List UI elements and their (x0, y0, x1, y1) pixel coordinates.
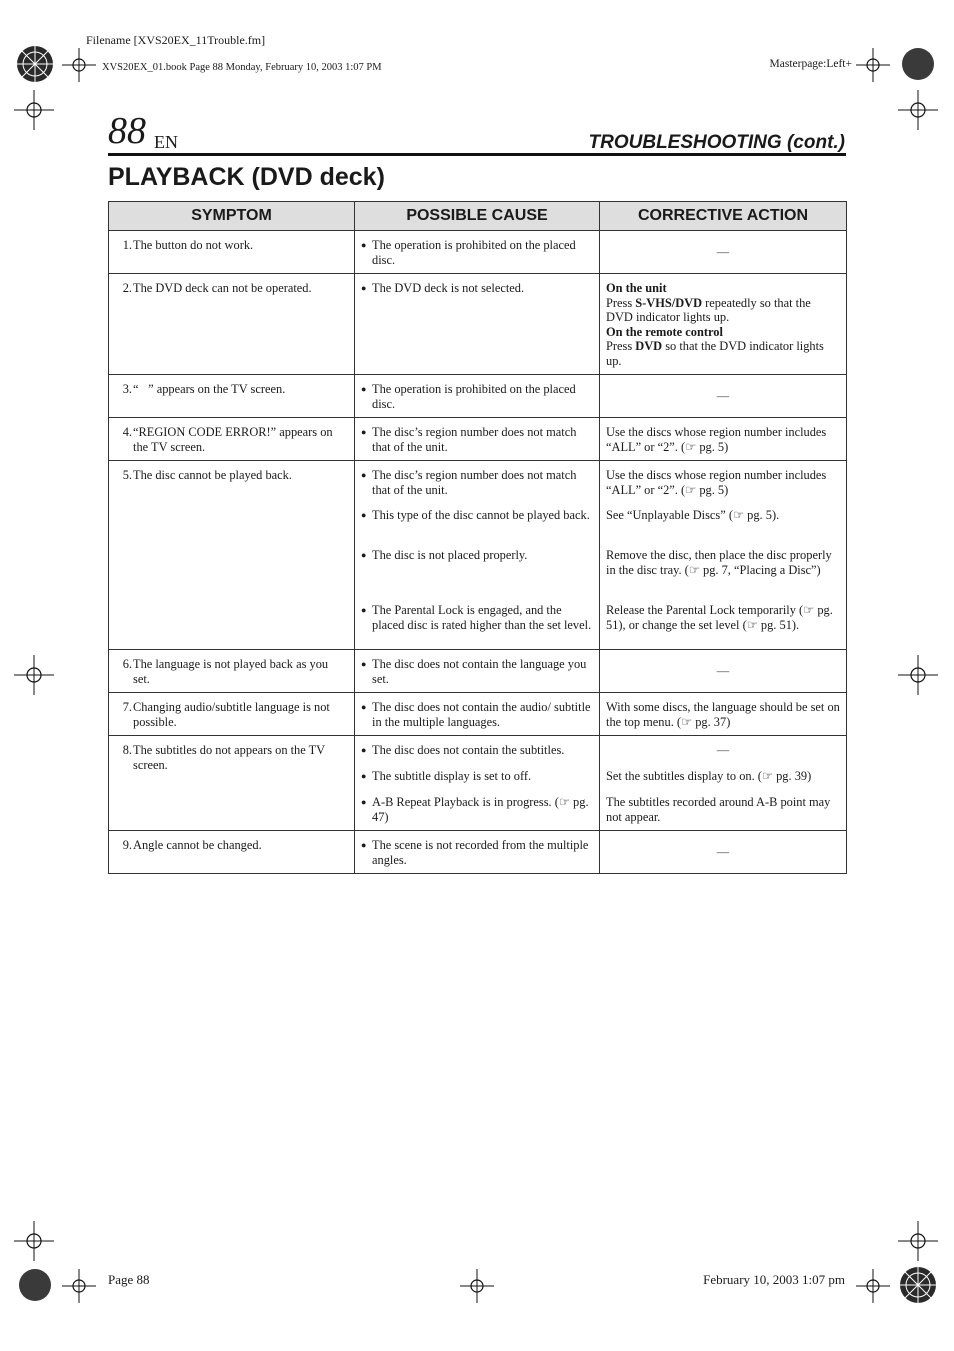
table-row (109, 375, 847, 418)
button-name: DVD (635, 339, 663, 353)
action-item: Set the subtitles display to on. (☞ pg. 39) (606, 769, 812, 783)
column-header-symptom: SYMPTOM (109, 202, 355, 231)
action-item: Press S-VHS/DVD repeatedly so that the DVD indicator lights up. (606, 295, 811, 324)
table-row (109, 650, 847, 693)
symptom-cell (109, 736, 355, 831)
crosshair-icon (460, 1269, 494, 1303)
page-number: 88 (108, 110, 146, 152)
crosshair-icon (856, 48, 890, 82)
page-language: EN (154, 132, 178, 152)
cause-cell (355, 231, 600, 274)
action-cell (600, 231, 847, 274)
action-item: Remove the disc, then place the disc properly in the disc tray. (☞ pg. 7, “Placing a Disc”) (606, 548, 832, 577)
action-item: See “Unplayable Discs” (☞ pg. 5). (606, 508, 780, 522)
symptom-text: Angle cannot be changed. (133, 838, 262, 852)
table-row (109, 461, 847, 650)
symptom-cell (109, 461, 355, 650)
row-number: 1. (122, 238, 132, 252)
action-cell (600, 461, 847, 650)
action-cell (600, 831, 847, 874)
button-name: S-VHS/DVD (635, 295, 703, 310)
action-heading: On the unit (606, 281, 667, 295)
symptom-cell (109, 418, 355, 461)
row-number: 4. (122, 425, 132, 439)
symptom-text: The button do not work. (133, 238, 254, 252)
table-row (109, 231, 847, 274)
symptom-cell (109, 650, 355, 693)
book-info-label: XVS20EX_01.book Page 88 Monday, February 10, 2003 1:07 PM (102, 62, 382, 73)
action-item: Use the discs whose region number includes “ALL” or “2”. (☞ pg. 5) (606, 468, 827, 497)
registration-dot-icon (895, 41, 941, 87)
row-number: 5. (122, 468, 132, 482)
row-number: 8. (122, 743, 132, 757)
action-cell (600, 693, 847, 736)
symptom-text: The subtitles do not appears on the TV screen. (133, 743, 325, 772)
cause-cell (355, 418, 600, 461)
action-item: Release the Parental Lock temporarily (☞ pg. 51), or change the set level (☞ pg. 51). (606, 603, 833, 632)
cause-cell (355, 736, 600, 831)
crosshair-icon (898, 90, 938, 130)
cause-cell (355, 375, 600, 418)
cause-cell (355, 461, 600, 650)
crosshair-icon (898, 655, 938, 695)
action-item: Press DVD so that the DVD indicator lights up. (606, 339, 824, 368)
cause-item: ● The disc’s region number does not match that of the unit. (361, 425, 593, 454)
cause-item: ● The DVD deck is not selected. (361, 281, 593, 296)
table-header-row (109, 202, 847, 231)
row-number: 2. (122, 281, 132, 295)
action-item: — (716, 743, 730, 757)
row-number: 3. (122, 382, 132, 396)
registration-target-icon (12, 41, 58, 87)
action-cell (600, 375, 847, 418)
crosshair-icon (62, 1269, 96, 1303)
action-item: The subtitles recorded around A-B point may not appear. (606, 795, 831, 824)
symptom-text: “REGION CODE ERROR!” appears on the TV screen. (133, 425, 333, 454)
registration-dot-icon (12, 1262, 58, 1308)
column-header-action: CORRECTIVE ACTION (600, 202, 847, 231)
action-cell (600, 650, 847, 693)
table-row (109, 693, 847, 736)
symptom-text: “⃠” appears on the TV screen. (133, 382, 286, 396)
table-row (109, 736, 847, 831)
action-cell (600, 418, 847, 461)
cause-cell (355, 693, 600, 736)
cause-cell (355, 650, 600, 693)
action-item: — (716, 245, 730, 260)
troubleshooting-table (108, 201, 847, 874)
crosshair-icon (14, 90, 54, 130)
cause-item: ● A-B Repeat Playback is in progress. (☞ pg. 47) (361, 795, 593, 824)
cause-item: ● This type of the disc cannot be played back. (361, 508, 593, 537)
column-header-cause: POSSIBLE CAUSE (355, 202, 600, 231)
cause-item: ● The disc does not contain the language you set. (361, 657, 593, 686)
filename-label: Filename [XVS20EX_11Trouble.fm] (86, 33, 266, 47)
cause-item: ● The subtitle display is set to off. (361, 769, 593, 784)
action-heading: On the remote control (606, 324, 723, 339)
action-cell (600, 274, 847, 375)
symptom-cell (109, 231, 355, 274)
cause-item: ● The Parental Lock is engaged, and the placed disc is rated higher than the set level. (361, 603, 593, 632)
cause-item: ● The disc does not contain the audio/ subtitle in the multiple languages. (361, 700, 593, 729)
page-title: PLAYBACK (DVD deck) (108, 163, 385, 191)
cause-item: ● The operation is prohibited on the placed disc. (361, 382, 593, 411)
registration-target-icon (895, 1262, 941, 1308)
action-item: — (716, 664, 730, 679)
action-item: — (716, 845, 730, 860)
action-item: — (716, 389, 730, 404)
symptom-text: Changing audio/subtitle language is not possible. (133, 700, 330, 729)
footer-page-label: Page 88 (108, 1272, 150, 1287)
crosshair-icon (14, 655, 54, 695)
row-number: 9. (122, 838, 132, 852)
crosshair-icon (62, 48, 96, 82)
cause-item: ● The disc is not placed properly. (361, 548, 593, 592)
symptom-text: The language is not played back as you set. (133, 657, 329, 686)
cause-cell (355, 831, 600, 874)
symptom-text: The DVD deck can not be operated. (133, 281, 312, 295)
crosshair-icon (14, 1221, 54, 1261)
cause-item: ● The disc’s region number does not match that of the unit. (361, 468, 593, 497)
masterpage-label: Masterpage:Left+ (769, 58, 852, 70)
action-item: With some discs, the language should be set on the top menu. (☞ pg. 37) (606, 700, 840, 729)
section-heading: TROUBLESHOOTING (cont.) (588, 132, 845, 153)
cause-item: ● The disc does not contain the subtitles. (361, 743, 593, 758)
cause-cell (355, 274, 600, 375)
action-item: Use the discs whose region number includes “ALL” or “2”. (☞ pg. 5) (606, 425, 827, 454)
footer-date-label: February 10, 2003 1:07 pm (703, 1272, 845, 1287)
symptom-cell (109, 693, 355, 736)
symptom-cell (109, 274, 355, 375)
header-rule (108, 153, 846, 156)
symptom-text: The disc cannot be played back. (133, 468, 292, 482)
row-number: 6. (122, 657, 132, 671)
row-number: 7. (122, 700, 132, 714)
symptom-cell (109, 831, 355, 874)
table-row (109, 418, 847, 461)
table-row (109, 831, 847, 874)
symptom-cell (109, 375, 355, 418)
cause-item: ● The scene is not recorded from the multiple angles. (361, 838, 593, 867)
crosshair-icon (898, 1221, 938, 1261)
crosshair-icon (856, 1269, 890, 1303)
action-cell (600, 736, 847, 831)
cause-item: ● The operation is prohibited on the placed disc. (361, 238, 593, 267)
table-row (109, 274, 847, 375)
